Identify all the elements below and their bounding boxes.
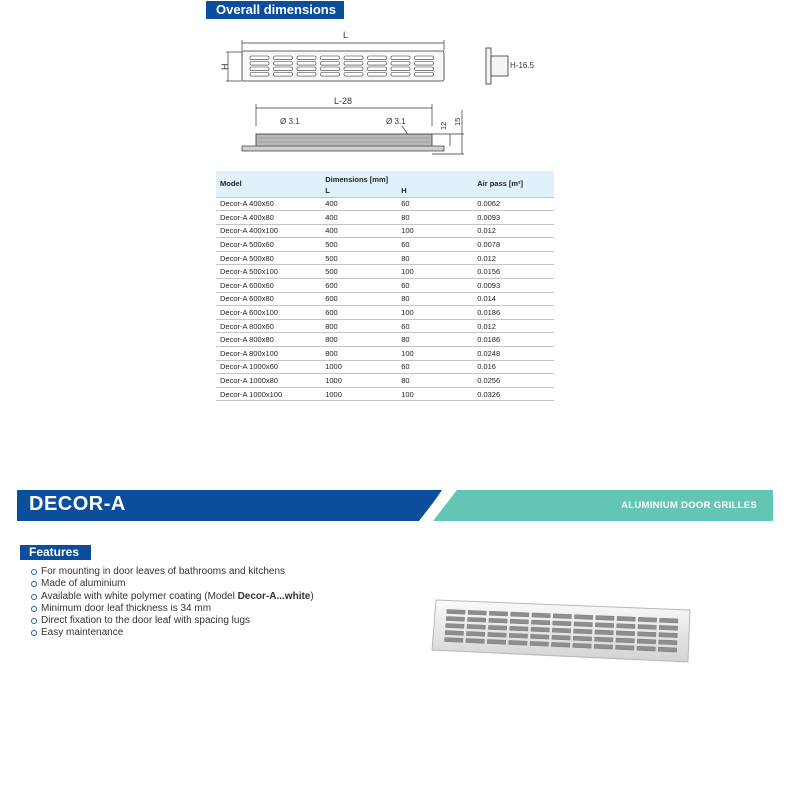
front-slot	[250, 73, 269, 77]
table-row	[216, 279, 554, 293]
cell-height: 60	[397, 238, 473, 252]
photo-slot	[617, 624, 635, 629]
front-slot	[368, 67, 387, 71]
front-slot	[415, 73, 434, 77]
photo-slot	[445, 631, 464, 636]
table-row	[216, 224, 554, 238]
cell-length: 600	[321, 292, 397, 306]
photo-slot	[551, 642, 570, 647]
front-slot	[391, 56, 410, 60]
front-slot	[250, 62, 269, 66]
feature-text: Easy maintenance	[41, 627, 124, 639]
overall-dimensions-drawing	[218, 26, 558, 161]
cell-air-pass: 0.0186	[473, 306, 554, 320]
photo-slot	[510, 626, 529, 631]
cell-height: 80	[397, 251, 473, 265]
cell-model: Decor-A 400x100	[216, 224, 321, 238]
cell-height: 100	[397, 306, 473, 320]
photo-slot	[574, 615, 592, 620]
column-header-H: H	[401, 185, 407, 195]
photo-slot	[617, 616, 635, 621]
cell-air-pass: 0.012	[473, 224, 554, 238]
front-slot	[274, 73, 293, 77]
dimension-12-label: 12	[439, 121, 448, 130]
feature-item	[31, 627, 314, 639]
bullet-circle-icon	[31, 581, 37, 587]
cell-length: 500	[321, 265, 397, 279]
photo-slot	[616, 638, 634, 643]
cell-air-pass: 0.016	[473, 360, 554, 374]
table-header-row	[216, 171, 554, 184]
front-slot	[274, 56, 293, 60]
front-slot	[297, 73, 316, 77]
photo-slot	[467, 624, 486, 629]
photo-slot	[509, 633, 528, 638]
feature-text: Made of aluminium	[41, 578, 126, 590]
feature-text: For mounting in door leaves of bathrooms and kitchens	[41, 566, 286, 577]
cell-model: Decor-A 800x60	[216, 319, 321, 333]
feature-item	[31, 591, 314, 603]
table-row	[216, 387, 554, 401]
cell-air-pass: 0.0156	[473, 265, 554, 279]
cell-length: 500	[321, 251, 397, 265]
photo-slot	[596, 616, 614, 621]
photo-slot	[487, 639, 506, 644]
cell-model: Decor-A 500x80	[216, 251, 321, 265]
front-slot	[344, 56, 363, 60]
photo-slot	[659, 640, 677, 645]
photo-slot	[594, 644, 613, 649]
table-row	[216, 319, 554, 333]
photo-slot	[509, 640, 528, 645]
photo-slot	[638, 624, 656, 629]
photo-slot	[659, 625, 677, 630]
photo-slot	[659, 633, 677, 638]
feature-text: Direct fixation to the door leaf with spacing lugs	[41, 615, 250, 627]
cell-air-pass: 0.0326	[473, 387, 554, 401]
dimension-L-label: L	[343, 30, 349, 40]
table-row	[216, 265, 554, 279]
photo-slot	[511, 612, 529, 617]
front-slot	[321, 56, 340, 60]
cell-length: 800	[321, 333, 397, 347]
bullet-circle-icon	[31, 606, 37, 612]
cell-height: 60	[397, 279, 473, 293]
cell-height: 100	[397, 387, 473, 401]
cell-model: Decor-A 600x60	[216, 279, 321, 293]
cell-height: 60	[397, 360, 473, 374]
front-slot	[368, 73, 387, 77]
dimension-15-label: 15	[453, 117, 462, 126]
cell-air-pass: 0.0078	[473, 238, 554, 252]
photo-slot	[447, 609, 466, 614]
column-header-air-pass: Air pass [m²]	[477, 179, 524, 189]
feature-item	[31, 615, 314, 627]
specifications-table	[216, 171, 554, 401]
photo-slot	[595, 630, 613, 635]
photo-slot	[658, 647, 676, 652]
photo-slot	[595, 623, 613, 628]
cell-length: 800	[321, 347, 397, 361]
cell-length: 1000	[321, 360, 397, 374]
photo-slot	[466, 631, 485, 636]
photo-slot	[466, 638, 485, 643]
features-header: Features	[20, 545, 91, 560]
cell-model: Decor-A 1000x100	[216, 387, 321, 401]
front-slot	[391, 73, 410, 77]
front-slot	[250, 67, 269, 71]
hole-diameter-left-label: Ø 3.1	[280, 117, 300, 126]
front-slot	[274, 62, 293, 66]
cell-length: 600	[321, 306, 397, 320]
front-slot	[368, 56, 387, 60]
dimension-L28-label: L-28	[334, 96, 353, 106]
photo-slot	[595, 637, 614, 642]
column-header-L: L	[325, 185, 330, 195]
cell-air-pass: 0.0062	[473, 197, 554, 211]
front-slot	[321, 62, 340, 66]
photo-slot	[638, 632, 656, 637]
photo-slot	[510, 619, 529, 624]
hole-diameter-right-label: Ø 3.1	[386, 117, 406, 126]
cell-air-pass: 0.0186	[473, 333, 554, 347]
photo-slot	[530, 634, 549, 639]
features-list	[31, 566, 314, 640]
photo-slot	[574, 629, 592, 634]
photo-slot	[488, 632, 507, 637]
photo-slot	[531, 620, 550, 625]
photo-slot	[446, 624, 465, 629]
table-row	[216, 306, 554, 320]
grille-front-outline	[242, 51, 444, 81]
table-row	[216, 251, 554, 265]
cell-height: 60	[397, 319, 473, 333]
front-slot	[297, 62, 316, 66]
photo-slot	[468, 610, 487, 615]
overall-dimensions-header: Overall dimensions	[206, 1, 344, 19]
photo-slot	[616, 645, 635, 650]
cell-air-pass: 0.0093	[473, 279, 554, 293]
cell-air-pass: 0.012	[473, 251, 554, 265]
photo-slot	[444, 638, 463, 643]
front-slot	[274, 67, 293, 71]
cell-air-pass: 0.0093	[473, 211, 554, 225]
photo-slot	[553, 614, 571, 619]
bullet-circle-icon	[31, 569, 37, 575]
feature-text: Available with white polymer coating (Model	[41, 590, 238, 602]
product-category: ALUMINIUM DOOR GRILLES	[621, 500, 757, 511]
cell-model: Decor-A 500x60	[216, 238, 321, 252]
cell-height: 80	[397, 374, 473, 388]
table-row	[216, 360, 554, 374]
cell-model: Decor-A 500x100	[216, 265, 321, 279]
photo-slot	[467, 617, 486, 622]
front-slot	[321, 67, 340, 71]
photo-slot	[574, 622, 592, 627]
cell-height: 80	[397, 292, 473, 306]
cell-length: 500	[321, 238, 397, 252]
photo-slot	[637, 639, 655, 644]
front-slot	[415, 62, 434, 66]
photo-slot	[573, 636, 592, 641]
cell-model: Decor-A 1000x60	[216, 360, 321, 374]
photo-slot	[531, 627, 550, 632]
table-row	[216, 197, 554, 211]
front-slot	[297, 56, 316, 60]
table-row	[216, 238, 554, 252]
cell-model: Decor-A 400x80	[216, 211, 321, 225]
bullet-circle-icon	[31, 630, 37, 636]
side-profile-view	[486, 48, 508, 84]
bullet-circle-icon	[31, 594, 37, 600]
photo-slot	[553, 621, 571, 626]
cell-height: 80	[397, 211, 473, 225]
photo-slot	[446, 616, 465, 621]
cell-length: 400	[321, 197, 397, 211]
table-row	[216, 211, 554, 225]
photo-slot	[660, 618, 678, 623]
cell-model: Decor-A 1000x80	[216, 374, 321, 388]
cell-model: Decor-A 600x100	[216, 306, 321, 320]
photo-slot	[489, 618, 508, 623]
cell-height: 60	[397, 197, 473, 211]
photo-slot	[488, 625, 507, 630]
cell-height: 100	[397, 224, 473, 238]
photo-slot	[552, 628, 571, 633]
cell-length: 800	[321, 319, 397, 333]
cell-length: 400	[321, 211, 397, 225]
front-slot	[250, 56, 269, 60]
cell-model: Decor-A 400x60	[216, 197, 321, 211]
photo-slot	[573, 643, 592, 648]
cell-air-pass: 0.0256	[473, 374, 554, 388]
table-row	[216, 292, 554, 306]
photo-slot	[638, 617, 656, 622]
front-slot	[344, 67, 363, 71]
column-header-dimensions: Dimensions [mm]	[325, 174, 389, 184]
grille-bottom-view	[242, 134, 444, 151]
feature-item	[31, 578, 314, 590]
dimension-H-label: H	[220, 63, 230, 70]
product-banner	[17, 490, 773, 521]
dimension-H165-label: H-16.5	[510, 61, 535, 70]
cell-length: 1000	[321, 387, 397, 401]
cell-length: 1000	[321, 374, 397, 388]
cell-air-pass: 0.014	[473, 292, 554, 306]
photo-slot	[616, 631, 634, 636]
product-name: DECOR-A	[29, 493, 126, 515]
front-slot	[344, 73, 363, 77]
front-slot	[415, 67, 434, 71]
front-slot	[297, 67, 316, 71]
cell-length: 600	[321, 279, 397, 293]
feature-model-name: Decor-A...white	[237, 590, 311, 602]
feature-text: Minimum door leaf thickness is 34 mm	[41, 602, 212, 614]
bullet-circle-icon	[31, 618, 37, 624]
column-header-model: Model	[220, 179, 242, 189]
cell-model: Decor-A 800x80	[216, 333, 321, 347]
photo-slot	[552, 635, 571, 640]
cell-height: 100	[397, 265, 473, 279]
front-slot	[344, 62, 363, 66]
front-slot	[391, 67, 410, 71]
cell-air-pass: 0.0248	[473, 347, 554, 361]
cell-model: Decor-A 600x80	[216, 292, 321, 306]
photo-slot	[530, 641, 549, 646]
cell-height: 80	[397, 333, 473, 347]
cell-length: 400	[321, 224, 397, 238]
photo-slot	[532, 613, 550, 618]
cell-model: Decor-A 800x100	[216, 347, 321, 361]
cell-air-pass: 0.012	[473, 319, 554, 333]
table-row	[216, 374, 554, 388]
front-slot	[368, 62, 387, 66]
photo-slot	[489, 611, 508, 616]
front-slot	[391, 62, 410, 66]
photo-slot	[637, 646, 655, 651]
cell-height: 100	[397, 347, 473, 361]
table-row	[216, 347, 554, 361]
grille-product-photo	[430, 598, 692, 664]
feature-item	[31, 566, 314, 578]
front-slot	[415, 56, 434, 60]
front-slot	[321, 73, 340, 77]
table-row	[216, 333, 554, 347]
feature-item	[31, 603, 314, 615]
feature-text: )	[310, 590, 314, 602]
